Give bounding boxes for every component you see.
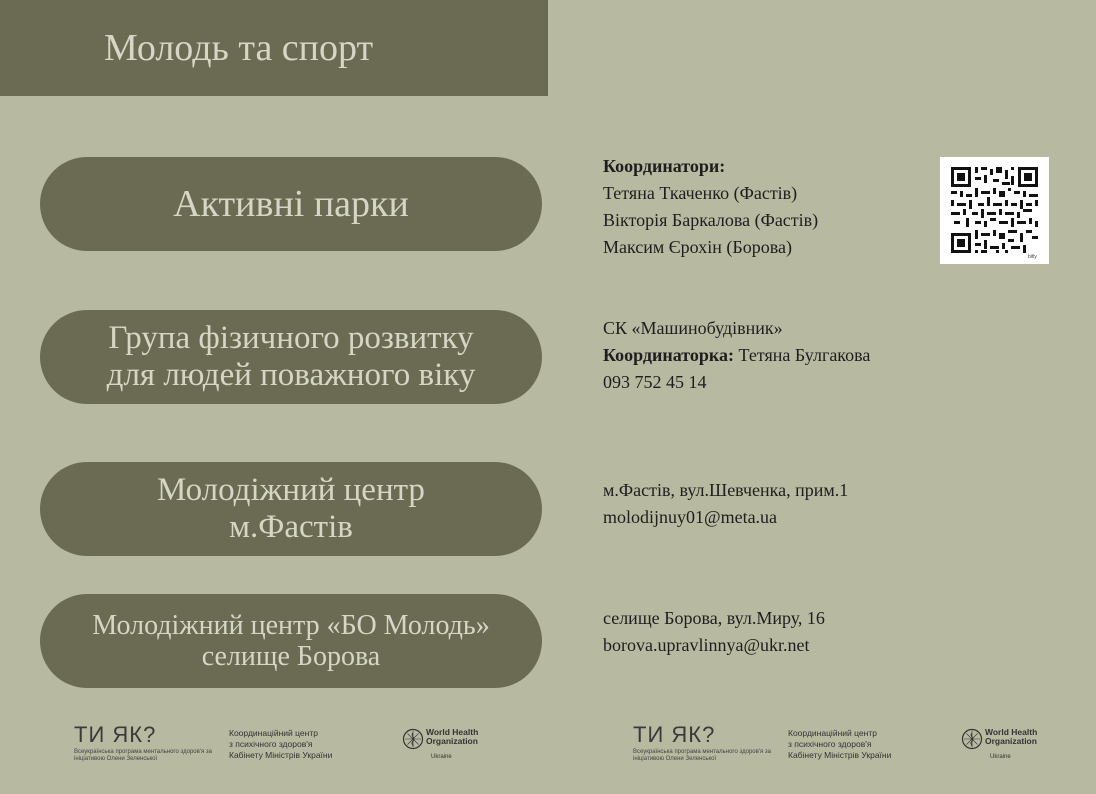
- footer-logos-left: [74, 722, 494, 772]
- info-senior-fitness: [603, 315, 870, 396]
- tiyak-logo-subtitle: Всеукраїнська програма ментального здоров'я за ініціативою Олени Зеленської: [633, 749, 771, 762]
- tiyak-logo: [633, 722, 783, 763]
- tiyak-logo-subtitle: Всеукраїнська програма ментального здоров'я за ініціативою Олени Зеленської: [74, 749, 212, 762]
- section-header: [0, 0, 548, 96]
- card-active-parks: [40, 157, 542, 251]
- cmh-logo: Координаційний центр з психічного здоров'я Кабінету Міністрів України: [229, 728, 333, 760]
- tiyak-logo: [74, 722, 224, 763]
- footer-logos-right: [633, 722, 1053, 772]
- qr-code-image: [940, 157, 1049, 264]
- tiyak-logo-mark: ТИ ЯК?: [74, 722, 157, 747]
- info-line: Максим Єрохін (Борова): [603, 237, 792, 257]
- info-line: селище Борова, вул.Миру, 16: [603, 608, 825, 628]
- page-title: Молодь та спорт: [104, 27, 374, 69]
- who-logo: World Health Organization Ukraine: [402, 728, 424, 755]
- info-line: Координатори:: [603, 156, 726, 176]
- cmh-logo: Координаційний центр з психічного здоров'я Кабінету Міністрів України: [788, 728, 892, 760]
- info-line: borova.upravlinnya@ukr.net: [603, 635, 810, 655]
- info-line: Вікторія Баркалова (Фастів): [603, 210, 819, 230]
- card-title: Молодіжний центр м.Фастів: [157, 472, 425, 545]
- info-youth-center-fastiv: [603, 477, 848, 531]
- tiyak-logo-mark: ТИ ЯК?: [633, 722, 716, 747]
- info-line: molodijnuy01@meta.ua: [603, 507, 778, 527]
- card-title: Група фізичного розвитку для людей поважного віку: [106, 320, 476, 393]
- card-title: Молодіжний центр «БО Молодь» селище Борова: [92, 609, 490, 672]
- qr-caption: bitly: [1028, 254, 1037, 260]
- card-youth-center-borova: [40, 594, 542, 688]
- info-active-parks: [603, 153, 818, 261]
- who-emblem-icon: [402, 728, 424, 750]
- info-line: Координаторка: Тетяна Булгакова: [603, 345, 871, 365]
- who-emblem-icon: [961, 728, 983, 750]
- info-line: Тетяна Ткаченко (Фастів): [603, 183, 798, 203]
- card-senior-fitness: [40, 310, 542, 404]
- info-line: м.Фастів, вул.Шевченка, прим.1: [603, 480, 849, 500]
- card-title: Активні парки: [173, 182, 409, 225]
- info-youth-center-borova: [603, 605, 825, 659]
- qr-code[interactable]: [940, 157, 1049, 264]
- info-line: 093 752 45 14: [603, 372, 707, 392]
- info-line: СК «Машинобудівник»: [603, 318, 783, 338]
- who-logo: World Health Organization Ukraine: [961, 728, 983, 755]
- card-youth-center-fastiv: [40, 462, 542, 556]
